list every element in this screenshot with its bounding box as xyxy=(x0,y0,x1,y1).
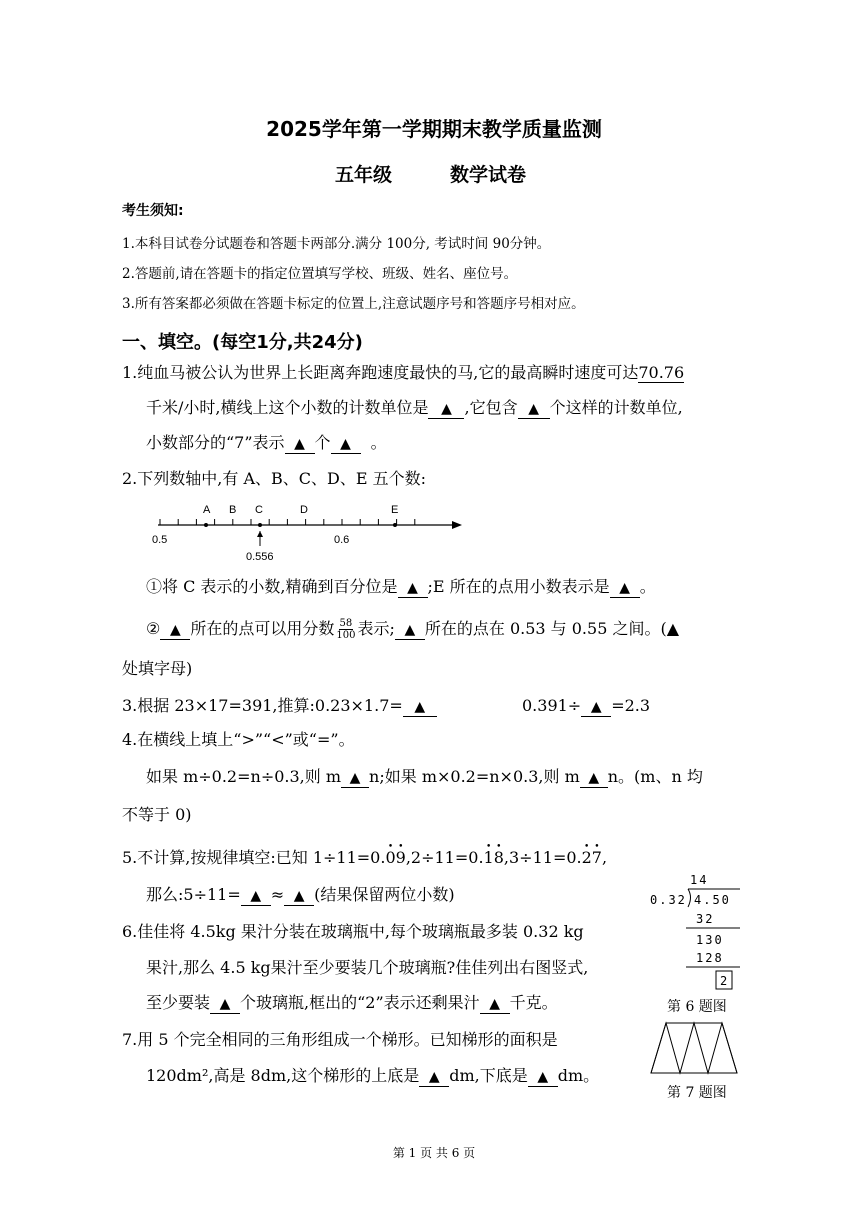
quotient: 14 xyxy=(690,873,709,887)
point-e-label: E xyxy=(391,504,399,516)
question-1-line-3: 小数部分的“7”表示 ▲ 个 ▲ 。 xyxy=(146,433,387,452)
figure-7-caption: 第 7 题图 xyxy=(667,1085,727,1101)
answer-blank: ▲ xyxy=(210,995,240,1014)
question-2-part-1: ①将 C 表示的小数,精确到百分位是 ▲ ;E 所在的点用小数表示是 ▲ 。 xyxy=(146,577,656,596)
trapezoid-figure xyxy=(648,1020,740,1076)
section-heading: 一、填空。(每空1分,共24分) xyxy=(122,332,363,353)
question-2-part-2: ② ▲ 所在的点可以用分数 $\frac{58}{100}$ 表示; ▲ 所在的点在 0.53 与 0.55 之间。(▲ xyxy=(146,618,680,641)
answer-blank: ▲ xyxy=(419,1068,449,1087)
answer-blank: ▲ xyxy=(610,579,640,598)
figure-6-caption: 第 6 题图 xyxy=(667,999,727,1015)
number-line xyxy=(150,498,470,568)
point-c-marker xyxy=(258,523,262,527)
notice-item: 3.所有答案都必须做在答题卡标定的位置上,注意试题序号和答题序号相对应。 xyxy=(122,296,585,312)
question-7-line-1: 7.用 5 个完全相同的三角形组成一个梯形。已知梯形的面积是 xyxy=(122,1030,558,1049)
answer-blank: ▲ xyxy=(160,621,190,640)
point-b-label: B xyxy=(229,504,237,516)
question-3: 3.根据 23×17=391,推算:0.23×1.7= ▲ xyxy=(122,696,437,717)
answer-blank: ▲ xyxy=(428,400,464,419)
answer-blank: ▲ xyxy=(341,769,369,788)
grade-label: 五年级 xyxy=(335,164,393,186)
number-line-ticks xyxy=(160,519,415,525)
point-a-label: A xyxy=(203,504,211,516)
page-number: 第 1 页 共 6 页 xyxy=(392,1146,476,1160)
answer-blank: ▲ xyxy=(528,1068,558,1087)
question-3-b: 0.391÷ ▲ =2.3 xyxy=(522,696,651,715)
notice-item: 1.本科目试卷分试题卷和答题卡两部分.满分 100分, 考试时间 90分钟。 xyxy=(122,236,551,252)
dividend: 4.50 xyxy=(694,893,731,907)
blank-mark: ▲ xyxy=(666,619,680,638)
question-6-line-3: 至少要装 ▲ 个玻璃瓶,框出的“2”表示还剩果汁 ▲ 千克。 xyxy=(146,993,558,1012)
long-division-figure xyxy=(644,868,744,998)
label-start: 0.5 xyxy=(152,534,168,546)
step-1: 32 xyxy=(696,912,715,926)
answer-blank: ▲ xyxy=(284,887,314,906)
point-d-label: D xyxy=(300,504,308,516)
step-2: 130 xyxy=(696,933,724,947)
answer-blank: ▲ xyxy=(403,698,437,717)
answer-blank: ▲ xyxy=(581,698,611,717)
question-2-note: 处填字母) xyxy=(122,659,193,678)
question-1-line-1: 1.纯血马被公认为世界上长距离奔跑速度最快的马,它的最高瞬时速度可达70.76 xyxy=(122,363,685,382)
question-1-line-2: 千米/小时,横线上这个小数的计数单位是 ▲ ,它包含 ▲ 个这样的计数单位, xyxy=(146,398,683,417)
subject-label: 数学试卷 xyxy=(450,164,527,186)
point-a-marker xyxy=(204,523,208,527)
answer-blank: ▲ xyxy=(331,435,361,454)
answer-blank: ▲ xyxy=(398,579,428,598)
answer-blank: ▲ xyxy=(285,435,315,454)
question-6-line-2: 果汁,那么 4.5 kg果汁至少要装几个玻璃瓶?佳佳列出右图竖式, xyxy=(146,958,589,977)
question-4-line-2: 如果 m÷0.2=n÷0.3,则 m ▲ n;如果 m×0.2=n×0.3,则 m ▲ n。(m、n 均 xyxy=(146,767,703,786)
question-7-line-2: 120dm²,高是 8dm,这个梯形的上底是 ▲ dm,下底是 ▲ dm。 xyxy=(146,1066,600,1085)
notice-heading: 考生须知: xyxy=(122,203,184,219)
question-6-line-1: 6.佳佳将 4.5kg 果汁分装在玻璃瓶中,每个玻璃瓶最多装 0.32 kg xyxy=(122,922,584,941)
step-3: 128 xyxy=(696,951,724,965)
answer-blank: ▲ xyxy=(395,621,425,640)
answer-blank: ▲ xyxy=(480,995,510,1014)
question-2-stem: 2.下列数轴中,有 A、B、C、D、E 五个数: xyxy=(122,469,426,488)
label-arrow: 0.556 xyxy=(246,551,274,563)
fraction: $\frac{58}{100}$ xyxy=(336,618,356,641)
answer-blank: ▲ xyxy=(518,400,550,419)
question-4-line-3: 不等于 0) xyxy=(122,805,192,824)
exam-title: 2025学年第一学期期末教学质量监测 xyxy=(266,117,602,141)
remainder: 2 xyxy=(720,974,730,988)
notice-item: 2.答题前,请在答题卡的指定位置填写学校、班级、姓名、座位号。 xyxy=(122,266,518,282)
answer-blank: ▲ xyxy=(241,887,271,906)
point-c-label: C xyxy=(255,504,263,516)
divisor: 0.32 xyxy=(650,893,687,907)
point-e-marker xyxy=(393,523,397,527)
answer-blank: ▲ xyxy=(580,769,608,788)
question-5-line-1: 5.不计算,按规律填空:已知 1÷11=0.• 0• 9,2÷11=0.• 1• 8,3÷11=0.• 2• 7, xyxy=(122,848,607,868)
question-5-line-2: 那么:5÷11= ▲ ≈ ▲ (结果保留两位小数) xyxy=(146,885,455,904)
label-mid: 0.6 xyxy=(334,534,350,546)
question-4-stem: 4.在横线上填上“>”“<”或“=”。 xyxy=(122,730,355,749)
